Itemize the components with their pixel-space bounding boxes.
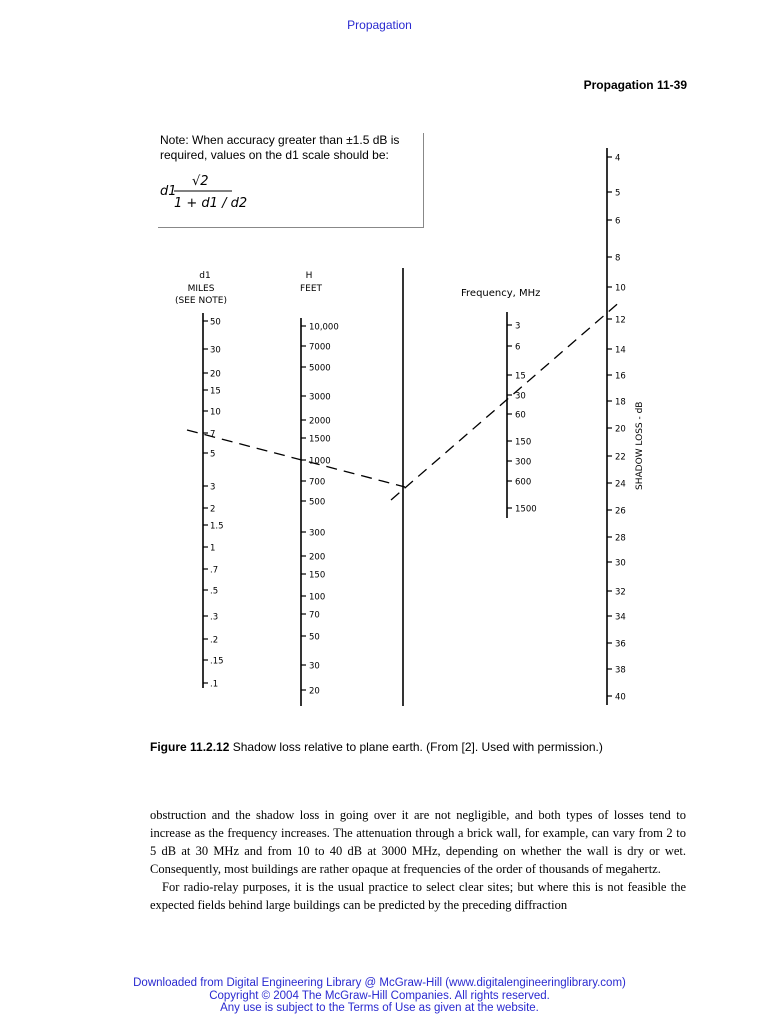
loss-tick-label: 18 [615,397,626,408]
loss-tick-label: 36 [615,639,626,650]
h-tick-label: 50 [309,632,320,643]
footer [0,977,759,1015]
paragraph-2: For radio-relay purposes, it is the usual practice to select clear sites; but where this is not feasible the expected fields behind large buildings can be predicted by the preceding diffraction [150,880,686,912]
freq-tick-label: 15 [515,371,526,382]
footer-copyright: Copyright © 2004 The McGraw-Hill Companies. All rights reserved. [209,989,550,1002]
loss-tick-label: 30 [615,558,626,569]
note-line-2: required, values on the d1 scale should be: [160,148,389,162]
formula-numerator: √2 [192,174,209,189]
loss-tick-label: 24 [615,479,626,490]
d1-tick-label: 1.5 [210,521,224,532]
d1-tick-label: .3 [210,612,219,623]
h-tick-label: 3000 [309,392,331,403]
loss-tick-label: 10 [615,283,626,294]
loss-tick-label: 22 [615,452,626,463]
loss-tick-label: 6 [615,216,621,227]
freq-tick-label: 300 [515,457,532,468]
d1-tick-label: 20 [210,369,221,380]
freq-tick-label: 6 [515,342,521,353]
loss-tick-label: 26 [615,506,626,517]
h-tick-label: 10,000 [309,322,339,333]
freq-tick-label: 600 [515,477,532,488]
paragraph-1: obstruction and the shadow loss in going over it are not negligible, and both types of losses tend to increase as the frequency increases. The attenuation through a brick wall, for example, can vary from 2 to 5 dB at 30 MHz and from 10 to 40 dB at 3000 MHz, depending on whether the wall is dry or wet. Consequently, most buildings are rather opaque at frequencies of the order of thousands of megahertz. [150,808,686,876]
figure-caption [150,740,603,754]
formula-denominator: 1 + d1 / d2 [174,196,248,211]
freq-tick-label: 30 [515,391,526,402]
freq-tick-label: 60 [515,410,526,421]
d1-tick-label: 2 [210,504,216,515]
freq-tick-label: 1500 [515,504,537,515]
d1-tick-label: 15 [210,386,221,397]
loss-tick-label: 16 [615,371,626,382]
freq-tick-label: 3 [515,321,521,332]
freq-title: Frequency, MHz [461,288,541,299]
loss-tick-label: 4 [615,153,621,164]
d1-tick-label: 50 [210,317,221,328]
freq-tick-label: 150 [515,437,532,448]
footer-download-link[interactable]: Downloaded from Digital Engineering Library @ McGraw-Hill (www.digitalengineeringlibrary.com) [133,977,626,989]
loss-tick-label: 40 [615,692,626,703]
d1-tick-label: 10 [210,407,221,418]
page-number: Propagation 11-39 [583,78,687,92]
body-text [150,806,686,914]
loss-tick-label: 32 [615,587,626,598]
h-title-2: FEET [299,284,323,294]
freq-ticks [507,322,537,515]
d1-title-2: MILES [187,284,215,294]
d1-tick-label: .15 [210,656,224,667]
d1-tick-label: 7 [210,429,216,440]
section-link[interactable]: Propagation [347,18,412,32]
loss-tick-label: 20 [615,424,626,435]
h-tick-label: 100 [309,592,326,603]
loss-tick-label: 34 [615,612,626,623]
caption-label: Figure 11.2.12 [150,740,230,754]
h-tick-label: 30 [309,661,320,672]
h-ticks [301,323,339,697]
formula-lhs: d1 [160,184,177,199]
h-tick-label: 20 [309,686,320,697]
d1-title-3: (SEE NOTE) [175,296,227,306]
h-tick-label: 70 [309,610,320,621]
loss-tick-label: 8 [615,253,621,264]
loss-tick-label: 38 [615,665,626,676]
d1-title-1: d1 [199,271,211,281]
loss-tick-label: 28 [615,533,626,544]
h-tick-label: 500 [309,497,326,508]
h-tick-label: 200 [309,552,326,563]
h-tick-label: 700 [309,477,326,488]
h-tick-label: 7000 [309,342,331,353]
h-tick-label: 5000 [309,363,331,374]
d1-tick-label: 30 [210,345,221,356]
note-line-1: Note: When accuracy greater than ±1.5 dB is [160,133,400,147]
h-tick-label: 1500 [309,434,331,445]
d1-tick-label: .5 [210,586,219,597]
h-tick-label: 300 [309,528,326,539]
d1-tick-label: .7 [210,565,219,576]
loss-tick-label: 12 [615,315,626,326]
loss-ticks [607,154,626,703]
d1-tick-label: .1 [210,679,219,690]
h-title-1: H [305,271,313,281]
d1-tick-label: 1 [210,543,216,554]
footer-terms[interactable]: Any use is subject to the Terms of Use as given at the website. [220,1002,539,1014]
caption-text: Shadow loss relative to plane earth. (From [2]. Used with permission.) [229,740,603,754]
example-line-d1-h [187,430,405,487]
loss-tick-label: 5 [615,188,621,199]
d1-ticks [203,318,224,690]
d1-tick-label: 3 [210,482,216,493]
loss-tick-label: 14 [615,345,626,356]
h-tick-label: 2000 [309,416,331,427]
d1-tick-label: .2 [210,635,219,646]
d1-tick-label: 5 [210,449,216,460]
loss-title: SHADOW LOSS - dB [635,401,645,490]
h-tick-label: 1000 [309,456,331,467]
h-tick-label: 150 [309,570,326,581]
